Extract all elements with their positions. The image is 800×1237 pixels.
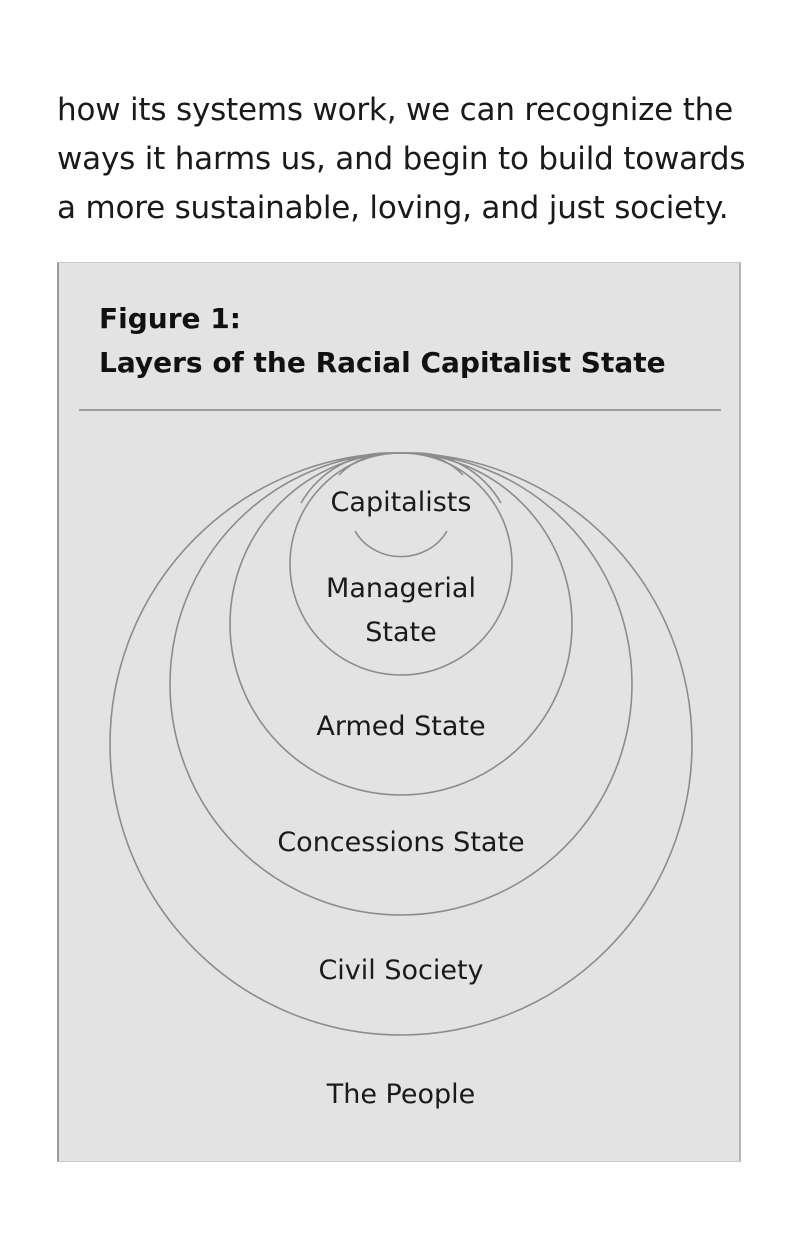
concessions-state-label: Concessions State bbox=[277, 827, 525, 858]
capitalists-inner-left bbox=[339, 453, 397, 475]
capitalists-label: Capitalists bbox=[330, 487, 472, 518]
intro-line-1: how its systems work, we can recognize the bbox=[57, 92, 733, 128]
capitalists-bowl bbox=[355, 531, 447, 557]
civil-society-label: Civil Society bbox=[318, 955, 484, 986]
intro-paragraph bbox=[57, 86, 777, 233]
capitalists-inner-right bbox=[405, 453, 463, 475]
people-boundary-circle bbox=[110, 453, 692, 1035]
intro-line-2: ways it harms us, and begin to build towards bbox=[57, 141, 746, 177]
the-people-label: The People bbox=[326, 1079, 476, 1110]
intro-line-3: a more sustainable, loving, and just society. bbox=[57, 190, 729, 226]
managerial-state-label-line2: State bbox=[365, 617, 437, 648]
managerial-state-label-line1: Managerial bbox=[326, 573, 476, 604]
figure-label: Figure 1: bbox=[99, 302, 241, 335]
figure-title: Layers of the Racial Capitalist State bbox=[99, 346, 666, 379]
figure-panel bbox=[57, 262, 741, 1162]
nested-layers-diagram bbox=[59, 263, 743, 1163]
armed-state-label: Armed State bbox=[316, 711, 486, 742]
